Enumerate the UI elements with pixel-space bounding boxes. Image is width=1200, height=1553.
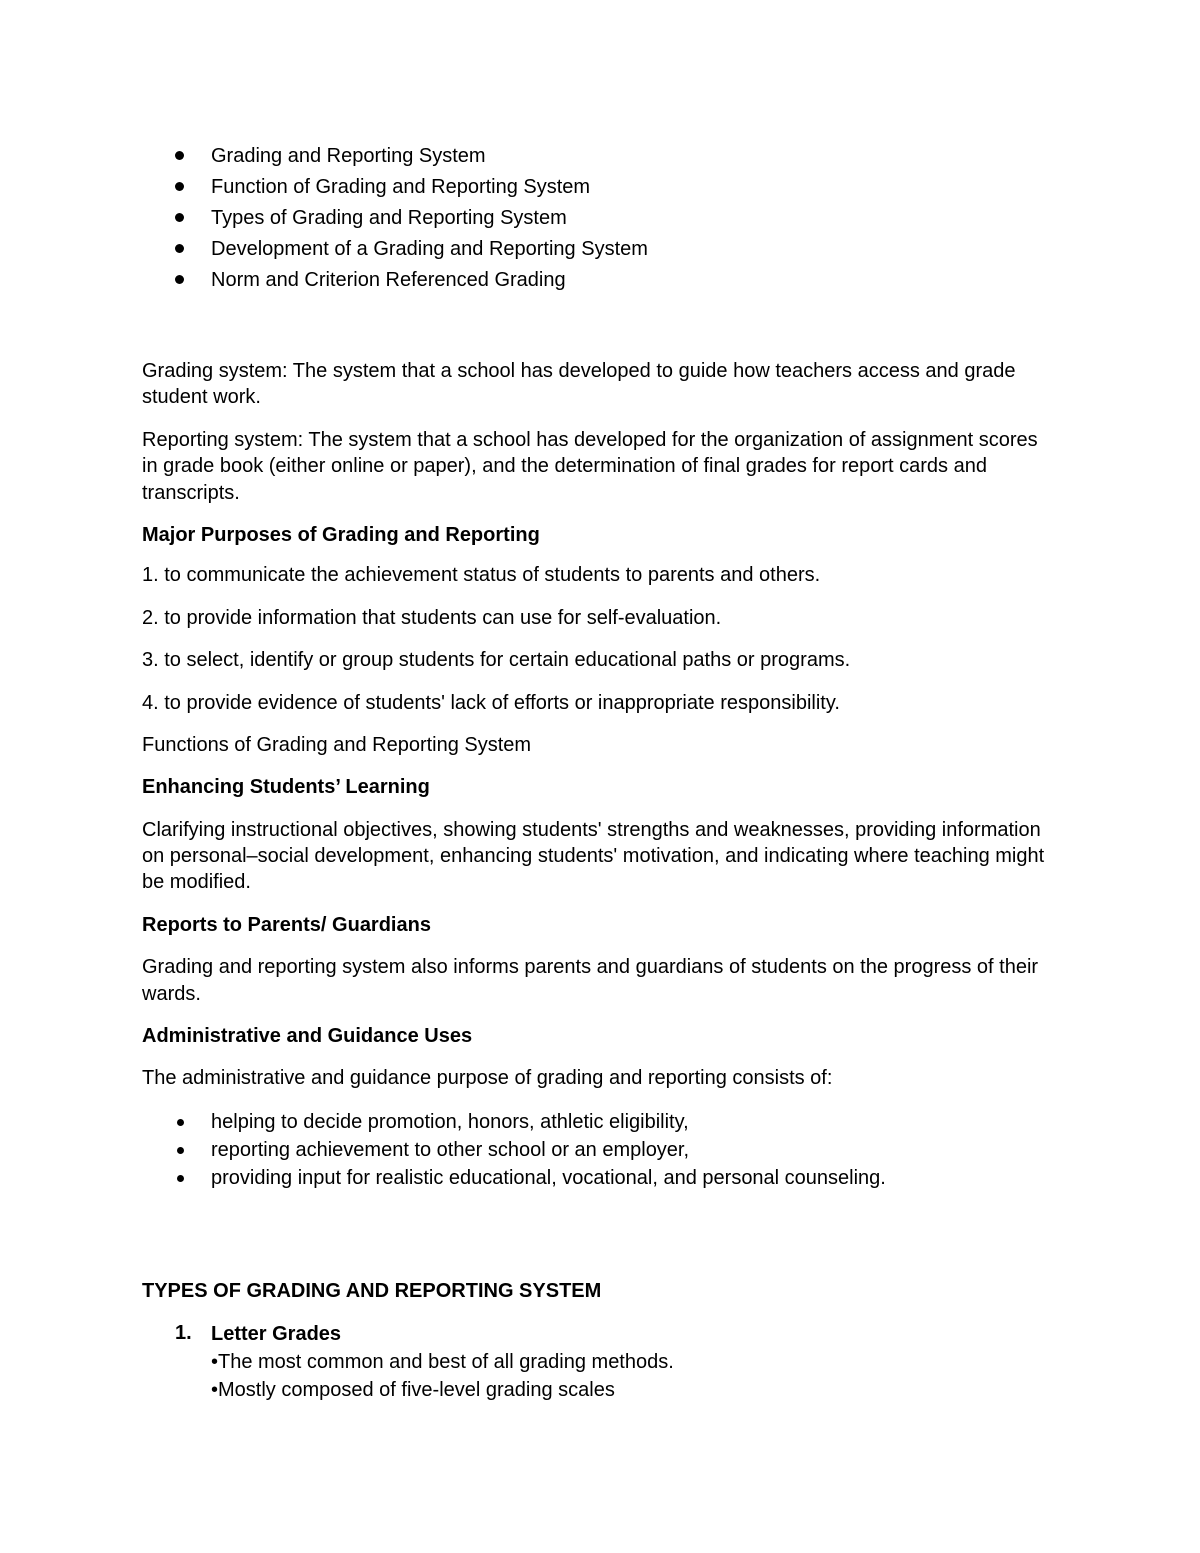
topic-text: Grading and Reporting System — [211, 145, 486, 167]
bullet-icon — [175, 213, 184, 222]
admin-use-text: providing input for realistic educational, vocational, and personal counseling. — [211, 1166, 886, 1189]
topic-text: Types of Grading and Reporting System — [211, 207, 567, 229]
reporting-definition: Reporting system: The system that a school has developed for the organization of assignment scores in grade book (either online or paper), and the determination of final grades for report cards and transcripts. — [142, 428, 1038, 504]
type-number: 1. — [175, 1322, 192, 1345]
topic-text: Norm and Criterion Referenced Grading — [211, 269, 566, 291]
bullet-icon — [175, 182, 184, 191]
bullet-icon — [175, 275, 184, 284]
bullet-icon — [177, 1119, 184, 1126]
bullet-icon — [177, 1147, 184, 1154]
admin-use-item — [142, 1136, 1052, 1164]
topic-item — [142, 141, 1052, 172]
admin-uses-list — [142, 1108, 1052, 1192]
topic-item — [142, 265, 1052, 296]
topic-item — [142, 172, 1052, 203]
type-label: Letter Grades — [211, 1323, 342, 1346]
types-heading: TYPES OF GRADING AND REPORTING SYSTEM — [142, 1279, 602, 1302]
bullet-icon — [177, 1175, 184, 1182]
type-item — [142, 1320, 1052, 1404]
admin-use-text: reporting achievement to other school or an employer, — [211, 1138, 690, 1161]
section-heading-parents: Reports to Parents/ Guardians — [142, 913, 431, 936]
grading-definition: Grading system: The system that a school has developed to guide how teachers access and grade student work. — [142, 360, 1016, 409]
document-content — [142, 141, 1052, 1404]
purposes-heading: Major Purposes of Grading and Reporting — [142, 523, 540, 546]
functions-title: Functions of Grading and Reporting System — [142, 733, 532, 756]
purpose-item: 4. to provide evidence of students' lack of efforts or inappropriate responsibility. — [142, 691, 840, 714]
types-list — [142, 1320, 1052, 1404]
type-point: •The most common and best of all grading methods. — [211, 1351, 674, 1374]
section-body-learning: Clarifying instructional objectives, showing students' strengths and weaknesses, providing information on personal–social development, enhancing students' motivation, and indicating where teaching might be modified. — [142, 818, 1045, 894]
admin-use-item — [142, 1164, 1052, 1192]
topic-text: Development of a Grading and Reporting System — [211, 238, 648, 260]
topic-text: Function of Grading and Reporting System — [211, 176, 591, 198]
section-heading-admin: Administrative and Guidance Uses — [142, 1025, 473, 1048]
purpose-item: 3. to select, identify or group students for certain educational paths or programs. — [142, 649, 851, 672]
purpose-item: 2. to provide information that students can use for self-evaluation. — [142, 606, 722, 629]
bullet-icon — [175, 244, 184, 253]
type-point: •Mostly composed of five-level grading scales — [211, 1379, 615, 1402]
purpose-item: 1. to communicate the achievement status of students to parents and others. — [142, 564, 821, 587]
topic-item — [142, 234, 1052, 265]
section-body-admin: The administrative and guidance purpose of grading and reporting consists of: — [142, 1067, 833, 1090]
topic-item — [142, 203, 1052, 234]
admin-use-item — [142, 1108, 1052, 1136]
admin-use-text: helping to decide promotion, honors, athletic eligibility, — [211, 1110, 689, 1133]
section-body-parents: Grading and reporting system also informs parents and guardians of students on the progress of their wards. — [142, 956, 1039, 1005]
section-heading-learning: Enhancing Students’ Learning — [142, 776, 430, 799]
topic-list — [142, 141, 1052, 296]
bullet-icon — [175, 151, 184, 160]
